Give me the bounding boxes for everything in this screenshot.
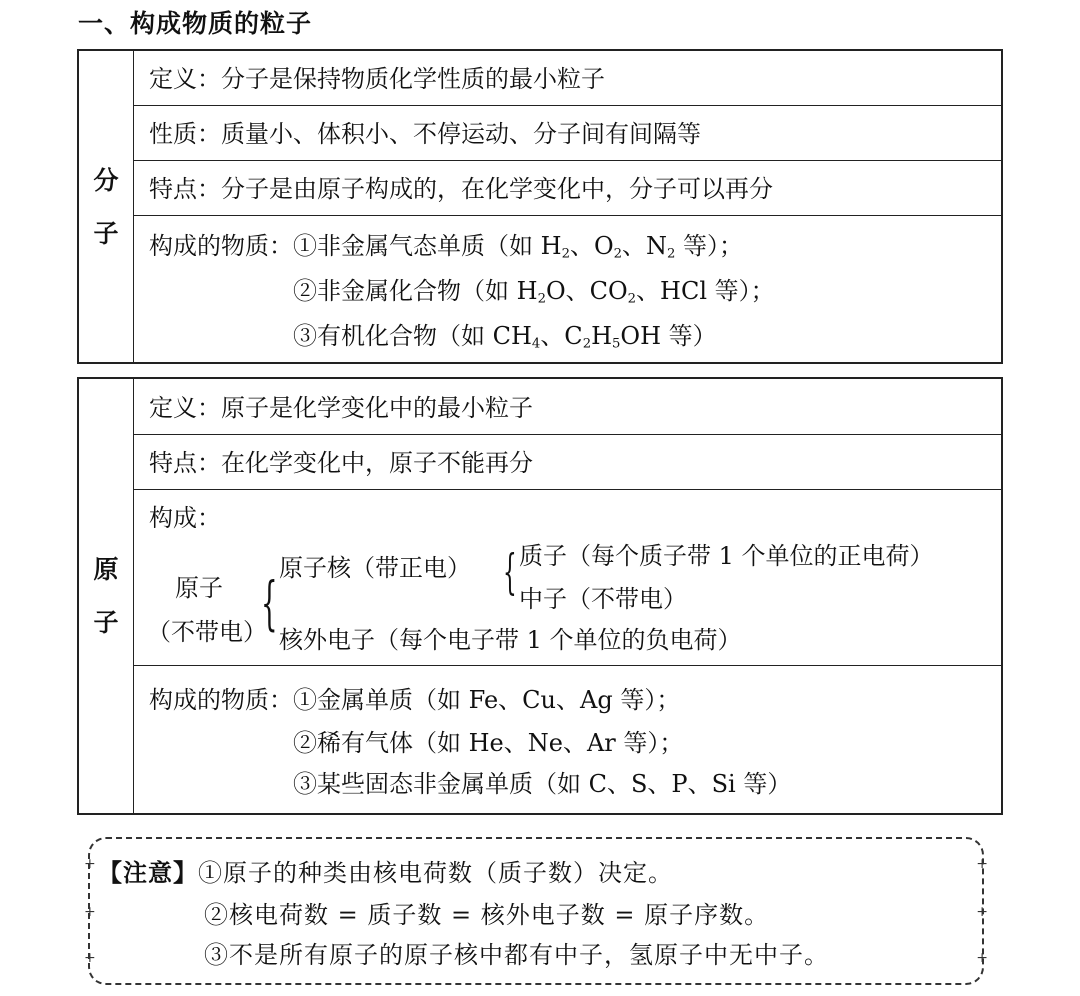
note-line-3: ③不是所有原子的原子核中都有中子，氢原子中无中子。: [204, 941, 829, 969]
plus-ornament: +: [84, 904, 96, 920]
atom-neutral: （不带电）: [147, 618, 267, 646]
note-tag: 【注意】: [98, 859, 198, 887]
atom-side-label: [79, 379, 134, 813]
side-char: 子: [93, 218, 119, 248]
molecule-table: [77, 49, 1003, 364]
nucleus-brace: {: [503, 544, 517, 600]
atom-word: 原子: [175, 574, 223, 602]
molecule-substances-row: [133, 216, 1001, 362]
nucleus-text: 原子核（带正电）: [279, 554, 471, 582]
molecule-side-label: [79, 51, 134, 362]
atom-definition: 定义：原子是化学变化中的最小粒子: [149, 394, 533, 422]
molecule-properties: 性质：质量小、体积小、不停运动、分子间有间隔等: [149, 120, 701, 148]
plus-ornament: +: [84, 856, 96, 872]
neutron-text: 中子（不带电）: [519, 585, 687, 613]
side-char: 分: [93, 165, 119, 195]
side-char: 子: [93, 608, 119, 637]
atom-substances-label: 构成的物质：: [149, 686, 293, 714]
molecule-definition-row: [133, 51, 1001, 106]
plus-ornament: +: [976, 904, 988, 920]
note-line-2: ②核电荷数 = 质子数 = 核外电子数 = 原子序数。: [204, 901, 770, 929]
note-line-1: 【注意】①原子的种类由核电荷数（质子数）决定。: [98, 859, 673, 887]
side-char: 原: [93, 555, 119, 584]
atom-features-row: [133, 435, 1001, 490]
molecule-substance-2: ②非金属化合物（如 $H_2O$、$CO_2$、HCl 等）；: [293, 277, 775, 307]
molecule-features: 特点：分子是由原子构成的，在化学变化中，分子可以再分: [149, 175, 773, 203]
atom-structure-label: 构成：: [149, 504, 221, 532]
atom-structure-row: [133, 490, 1001, 666]
plus-ornament: +: [976, 856, 988, 872]
atom-brace: {: [261, 569, 278, 637]
molecule-substances-label: 构成的物质：: [149, 232, 293, 260]
atom-substance-3: ③某些固态非金属单质（如 C、S、P、Si 等）: [293, 770, 792, 798]
atom-substances-row: [133, 666, 1001, 813]
molecule-features-row: [133, 161, 1001, 216]
proton-text: 质子（每个质子带 1 个单位的正电荷）: [519, 542, 934, 570]
molecule-substance-3: ③有机化合物（如 $CH_4$、$C_2H_5OH$ 等）: [293, 322, 717, 352]
electron-text: 核外电子（每个电子带 1 个单位的负电荷）: [279, 626, 742, 654]
section-heading: 一、构成物质的粒子: [78, 9, 313, 38]
atom-definition-row: [133, 379, 1001, 435]
molecule-substance-1: ①非金属气态单质（如 $H_2$、$O_2$、$N_2$ 等）；: [293, 232, 744, 262]
plus-ornament: +: [84, 950, 96, 966]
note-box: [84, 837, 988, 985]
atom-table: [77, 377, 1003, 815]
molecule-definition: 定义：分子是保持物质化学性质的最小粒子: [149, 65, 605, 93]
atom-substance-1: ①金属单质（如 Fe、Cu、Ag 等）；: [293, 686, 681, 714]
atom-features: 特点：在化学变化中，原子不能再分: [149, 449, 533, 477]
plus-ornament: +: [976, 950, 988, 966]
molecule-properties-row: [133, 106, 1001, 161]
atom-substance-2: ②稀有气体（如 He、Ne、Ar 等）；: [293, 729, 684, 757]
